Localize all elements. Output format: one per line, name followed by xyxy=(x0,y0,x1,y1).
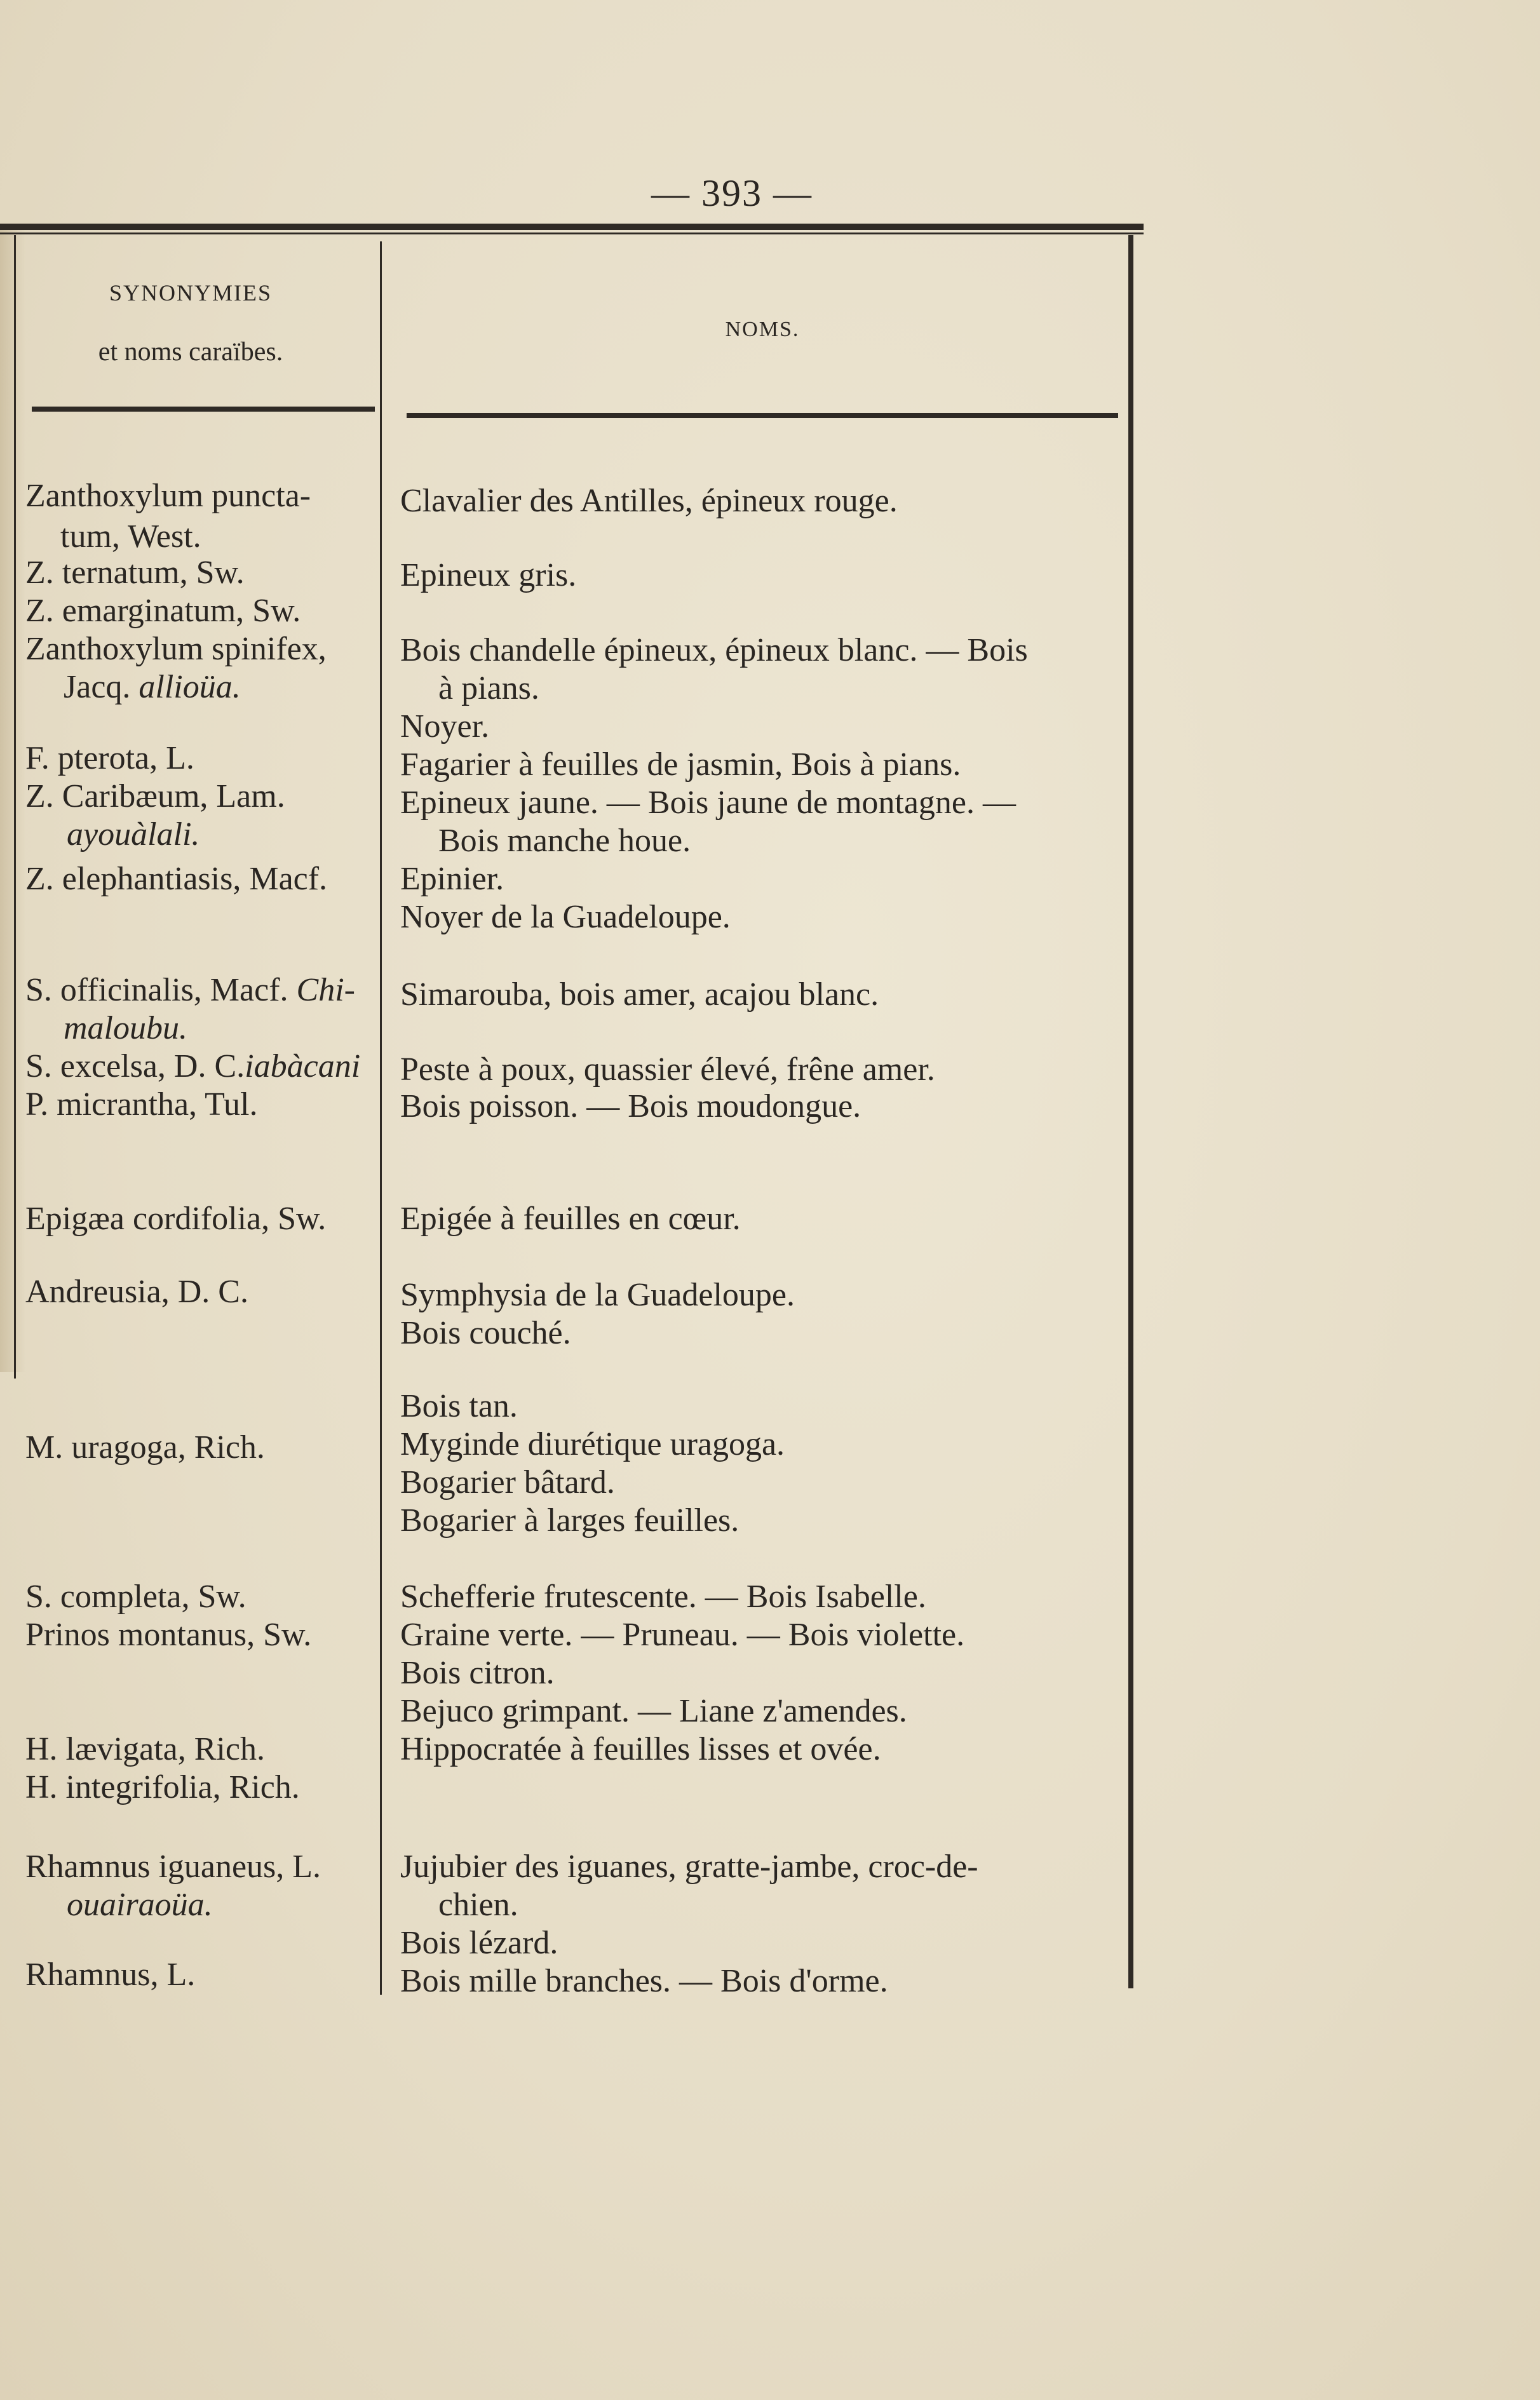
common-name: Jujubier des iguanes, gratte-jambe, croc-de- xyxy=(400,1849,978,1885)
common-name: Epineux gris. xyxy=(400,557,577,593)
carib-name: maloubu. xyxy=(64,1010,187,1046)
right-border-line xyxy=(1128,235,1133,1988)
left-border-line xyxy=(14,235,16,1379)
common-name: Bois lézard. xyxy=(400,1925,558,1961)
common-name: Bejuco grimpant. — Liane z'amendes. xyxy=(400,1693,907,1729)
synonym-entry: M. uragoga, Rich. xyxy=(25,1429,265,1466)
synonym-entry: H. lævigata, Rich. xyxy=(25,1731,265,1767)
synonym-entry: Epigæa cordifolia, Sw. xyxy=(25,1201,327,1237)
header-noms: NOMS. xyxy=(725,318,800,341)
common-name: Schefferie frutescente. — Bois Isabelle. xyxy=(400,1579,926,1615)
common-name: Epigée à feuilles en cœur. xyxy=(400,1201,741,1237)
synonym-entry: Z. Caribæum, Lam. xyxy=(25,778,285,814)
common-name: Epinier. xyxy=(400,861,504,897)
header-rule-left xyxy=(32,407,375,412)
synonym-entry: Rhamnus iguaneus, L. xyxy=(25,1849,321,1885)
common-name: Bois chandelle épineux, épineux blanc. — Bois xyxy=(400,632,1028,668)
synonym-entry: S. excelsa, D. C.iabàcani xyxy=(25,1048,361,1084)
common-name: Hippocratée à feuilles lisses et ovée. xyxy=(400,1731,881,1767)
common-name: Noyer. xyxy=(400,708,490,745)
top-rule xyxy=(0,224,1144,230)
common-name: Symphysia de la Guadeloupe. xyxy=(400,1277,795,1313)
common-name: Bois mille branches. — Bois d'orme. xyxy=(400,1963,888,1999)
synonym-entry: tum, West. xyxy=(60,518,201,555)
page-gutter-shadow xyxy=(0,229,25,1372)
synonym-entry: Jacq. allioüa. xyxy=(64,669,241,705)
synonym-entry: S. officinalis, Macf. Chi- xyxy=(25,972,355,1008)
common-name: Peste à poux, quassier élevé, frêne amer. xyxy=(400,1051,935,1088)
common-name: chien. xyxy=(438,1887,518,1923)
synonym-entry: Zanthoxylum puncta- xyxy=(25,478,311,514)
common-name: Bois citron. xyxy=(400,1655,555,1691)
synonym-entry: Zanthoxylum spinifex, xyxy=(25,631,327,667)
page-number: — 393 — xyxy=(651,172,813,214)
carib-name: allioüa. xyxy=(138,669,241,705)
common-name: Myginde diurétique uragoga. xyxy=(400,1426,785,1462)
synonym-entry: F. pterota, L. xyxy=(25,740,194,776)
carib-name: ouairaoüa. xyxy=(67,1887,213,1923)
common-name: Clavalier des Antilles, épineux rouge. xyxy=(400,483,898,519)
carib-name: ayouàlali. xyxy=(67,816,200,853)
common-name: Bogarier bâtard. xyxy=(400,1464,615,1500)
synonym-entry: Z. emarginatum, Sw. xyxy=(25,593,301,629)
column-divider xyxy=(380,241,382,1995)
common-name: Epineux jaune. — Bois jaune de montagne. — xyxy=(400,785,1017,821)
synonym-entry: Z. ternatum, Sw. xyxy=(25,555,245,591)
common-name: Bois poisson. — Bois moudongue. xyxy=(400,1088,861,1124)
synonym-entry: Andreusia, D. C. xyxy=(25,1274,248,1310)
common-name: Bois tan. xyxy=(400,1388,518,1424)
common-name: à pians. xyxy=(438,670,539,706)
synonym-entry: Z. elephantiasis, Macf. xyxy=(25,861,328,897)
common-name: Fagarier à feuilles de jasmin, Bois à pians. xyxy=(400,746,961,783)
common-name: Bogarier à larges feuilles. xyxy=(400,1502,740,1539)
header-synonymies: SYNONYMIES xyxy=(109,280,273,306)
common-name: Noyer de la Guadeloupe. xyxy=(400,899,731,935)
synonym-entry: Prinos montanus, Sw. xyxy=(25,1617,312,1653)
synonym-entry: P. micrantha, Tul. xyxy=(25,1086,258,1122)
header-noms-caraibes: et noms caraïbes. xyxy=(98,337,283,367)
common-name: Bois manche houe. xyxy=(438,823,691,859)
top-rule-thin xyxy=(0,233,1144,234)
synonym-entry: S. completa, Sw. xyxy=(25,1579,247,1615)
synonym-entry: Rhamnus, L. xyxy=(25,1957,196,1993)
common-name: Bois couché. xyxy=(400,1315,571,1351)
synonym-entry: H. integrifolia, Rich. xyxy=(25,1769,300,1805)
common-name: Simarouba, bois amer, acajou blanc. xyxy=(400,976,879,1013)
common-name: Graine verte. — Pruneau. — Bois violette. xyxy=(400,1617,965,1653)
header-rule-right xyxy=(407,413,1118,418)
